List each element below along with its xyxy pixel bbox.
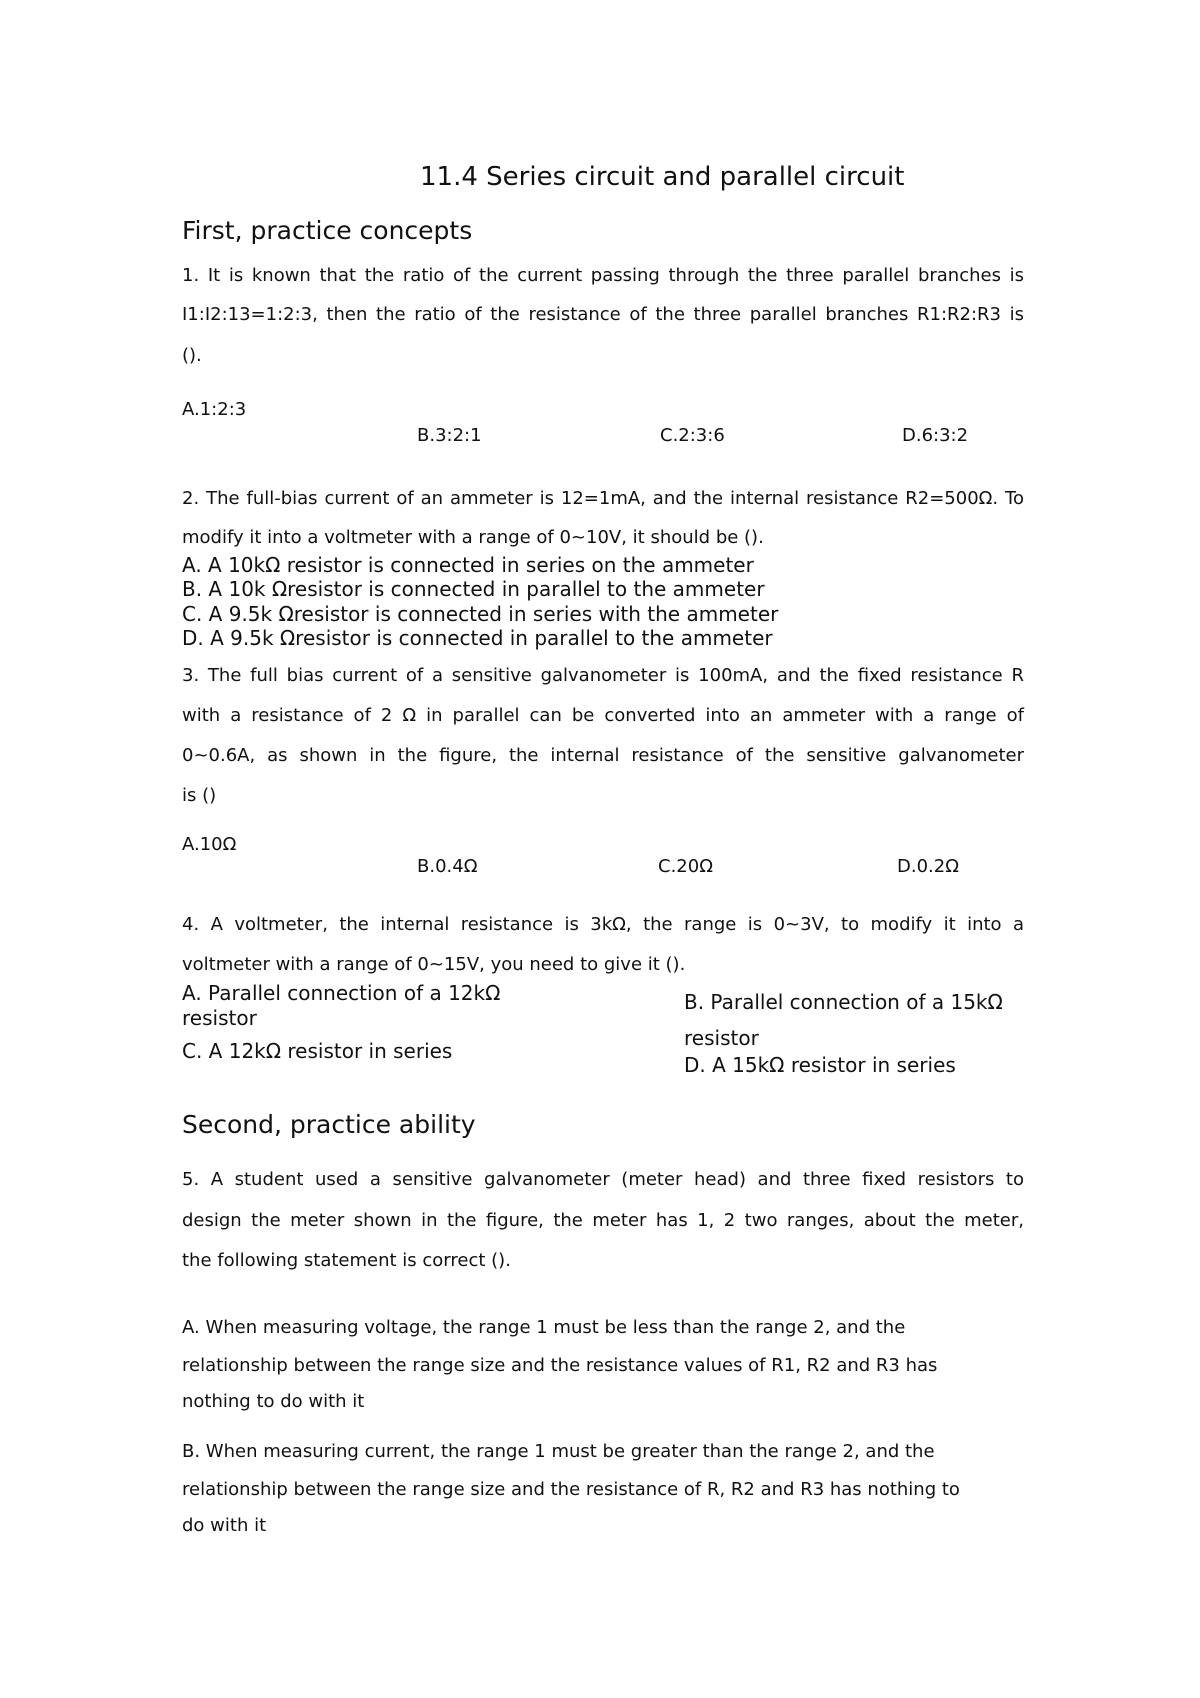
q5-option-b-line1: B. When measuring current, the range 1 must be greater than the range 2, and the bbox=[182, 1441, 935, 1462]
section-heading-first: First, practice concepts bbox=[182, 216, 473, 245]
q2-text-line1: 2. The full-bias current of an ammeter is 12=1mA, and the internal resistance R2=500Ω. To bbox=[182, 488, 1024, 509]
q4-option-b-line1: B. Parallel connection of a 15kΩ bbox=[684, 990, 1003, 1014]
q1-option-c: C.2:3:6 bbox=[660, 425, 725, 446]
q5-text-line1: 5. A student used a sensitive galvanometer (meter head) and three fixed resistors to bbox=[182, 1169, 1024, 1190]
q2-option-b: B. A 10k Ωresistor is connected in parallel to the ammeter bbox=[182, 577, 765, 601]
q2-option-d: D. A 9.5k Ωresistor is connected in parallel to the ammeter bbox=[182, 626, 773, 650]
q1-option-a: A.1:2:3 bbox=[182, 399, 247, 420]
q5-option-a-line2: relationship between the range size and the resistance values of R1, R2 and R3 has bbox=[182, 1355, 938, 1376]
q4-option-a-line1: A. Parallel connection of a 12kΩ bbox=[182, 981, 501, 1005]
q1-text-line1: 1. It is known that the ratio of the current passing through the three parallel branches is bbox=[182, 265, 1024, 286]
q4-option-a-line2: resistor bbox=[182, 1006, 257, 1030]
q3-option-b: B.0.4Ω bbox=[417, 856, 478, 877]
q1-text-line2: I1:I2:13=1:2:3, then the ratio of the resistance of the three parallel branches R1:R2:R3 is bbox=[182, 304, 1024, 325]
q3-option-c: C.20Ω bbox=[658, 856, 713, 877]
q3-text-line1: 3. The full bias current of a sensitive galvanometer is 100mA, and the fixed resistance R bbox=[182, 665, 1024, 686]
q2-option-a: A. A 10kΩ resistor is connected in series on the ammeter bbox=[182, 553, 754, 577]
q4-option-c: C. A 12kΩ resistor in series bbox=[182, 1039, 453, 1063]
section-heading-second: Second, practice ability bbox=[182, 1110, 476, 1139]
q2-text-line2: modify it into a voltmeter with a range of 0~10V, it should be (). bbox=[182, 527, 764, 548]
q3-text-line3: 0~0.6A, as shown in the figure, the internal resistance of the sensitive galvanometer bbox=[182, 745, 1024, 766]
q4-option-b-line2: resistor bbox=[684, 1026, 759, 1050]
q3-text-line2: with a resistance of 2 Ω in parallel can be converted into an ammeter with a range of bbox=[182, 705, 1024, 726]
q5-option-b-line2: relationship between the range size and the resistance of R, R2 and R3 has nothing to bbox=[182, 1479, 960, 1500]
q5-option-b-line3: do with it bbox=[182, 1515, 267, 1536]
q5-option-a-line3: nothing to do with it bbox=[182, 1391, 365, 1412]
q5-text-line3: the following statement is correct (). bbox=[182, 1250, 511, 1271]
q1-text-line3: (). bbox=[182, 345, 202, 366]
q3-option-d: D.0.2Ω bbox=[897, 856, 959, 877]
q5-option-a-line1: A. When measuring voltage, the range 1 must be less than the range 2, and the bbox=[182, 1317, 906, 1338]
q1-option-b: B.3:2:1 bbox=[417, 425, 482, 446]
q3-option-a: A.10Ω bbox=[182, 834, 237, 855]
q3-text-line4: is () bbox=[182, 785, 217, 806]
q5-text-line2: design the meter shown in the figure, the meter has 1, 2 two ranges, about the meter, bbox=[182, 1210, 1024, 1231]
q4-option-d: D. A 15kΩ resistor in series bbox=[684, 1053, 956, 1077]
q4-text-line1: 4. A voltmeter, the internal resistance is 3kΩ, the range is 0~3V, to modify it into a bbox=[182, 914, 1024, 935]
q2-option-c: C. A 9.5k Ωresistor is connected in series with the ammeter bbox=[182, 602, 779, 626]
q4-text-line2: voltmeter with a range of 0~15V, you need to give it (). bbox=[182, 954, 686, 975]
page-title: 11.4 Series circuit and parallel circuit bbox=[420, 162, 905, 192]
q1-option-d: D.6:3:2 bbox=[902, 425, 969, 446]
